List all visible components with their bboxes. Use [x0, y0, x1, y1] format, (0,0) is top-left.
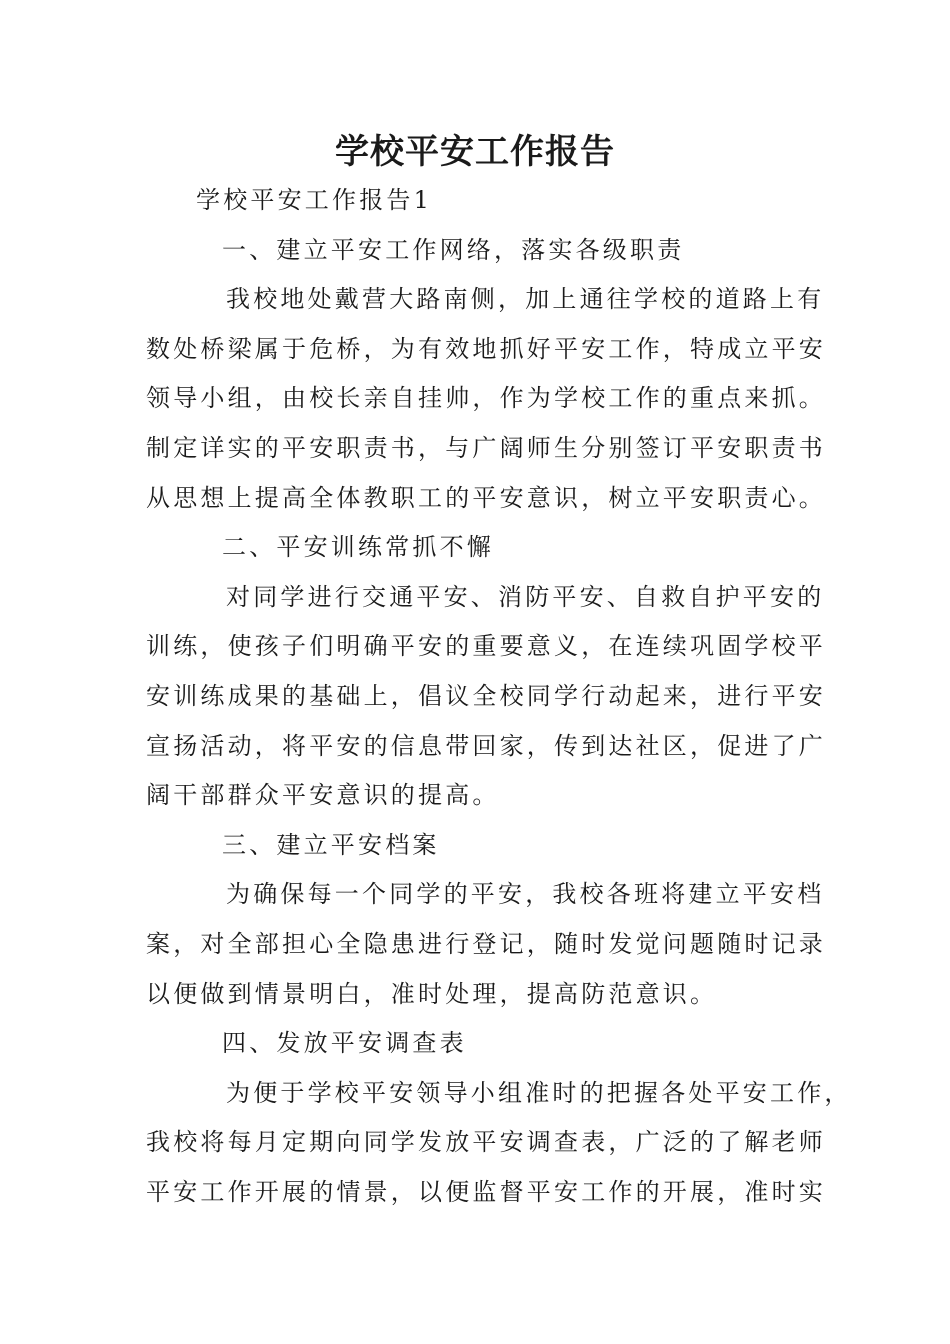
paragraph-line: 我校将每月定期向同学发放平安调查表，广泛的了解老师 — [146, 1128, 826, 1157]
paragraph-line: 训练，使孩子们明确平安的重要意义，在连续巩固学校平 — [146, 632, 826, 661]
section-heading: 四、发放平安调查表 — [222, 1029, 467, 1058]
section-heading: 三、建立平安档案 — [222, 830, 440, 859]
section-heading: 二、平安训练常抓不懈 — [222, 533, 494, 562]
paragraph-line: 从思想上提高全体教职工的平安意识，树立平安职责心。 — [146, 483, 826, 512]
paragraph-line: 阔干部群众平安意识的提高。 — [146, 781, 500, 810]
paragraph-line: 为确保每一个同学的平安，我校各班将建立平安档 — [226, 880, 825, 909]
paragraph-line: 宣扬活动，将平安的信息带回家，传到达社区，促进了广 — [146, 731, 826, 760]
paragraph-line: 领导小组，由校长亲自挂帅，作为学校工作的重点来抓。 — [146, 384, 826, 413]
paragraph-line: 对同学进行交通平安、消防平安、自救自护平安的 — [226, 582, 825, 611]
paragraph-line: 制定详实的平安职责书，与广阔师生分别签订平安职责书 — [146, 433, 826, 462]
paragraph-line: 平安工作开展的情景，以便监督平安工作的开展，准时实 — [146, 1177, 826, 1206]
paragraph-line: 案，对全部担心全隐患进行登记，随时发觉问题随时记录 — [146, 929, 826, 958]
document-body — [146, 176, 852, 1217]
paragraph-line: 以便做到情景明白，准时处理，提高防范意识。 — [146, 979, 718, 1008]
section-subtitle: 学校平安工作报告1 — [196, 186, 433, 214]
paragraph-line: 数处桥梁属于危桥，为有效地抓好平安工作，特成立平安 — [146, 334, 826, 363]
section-heading: 一、建立平安工作网络，落实各级职责 — [222, 235, 685, 264]
paragraph-line: 为便于学校平安领导小组准时的把握各处平安工作， — [226, 1078, 852, 1107]
paragraph-line: 我校地处戴营大路南侧，加上通往学校的道路上有 — [226, 285, 825, 314]
paragraph-lines — [146, 226, 852, 1218]
document-title: 学校平安工作报告 — [335, 132, 615, 172]
paragraph-line: 安训练成果的基础上，倡议全校同学行动起来，进行平安 — [146, 681, 826, 710]
